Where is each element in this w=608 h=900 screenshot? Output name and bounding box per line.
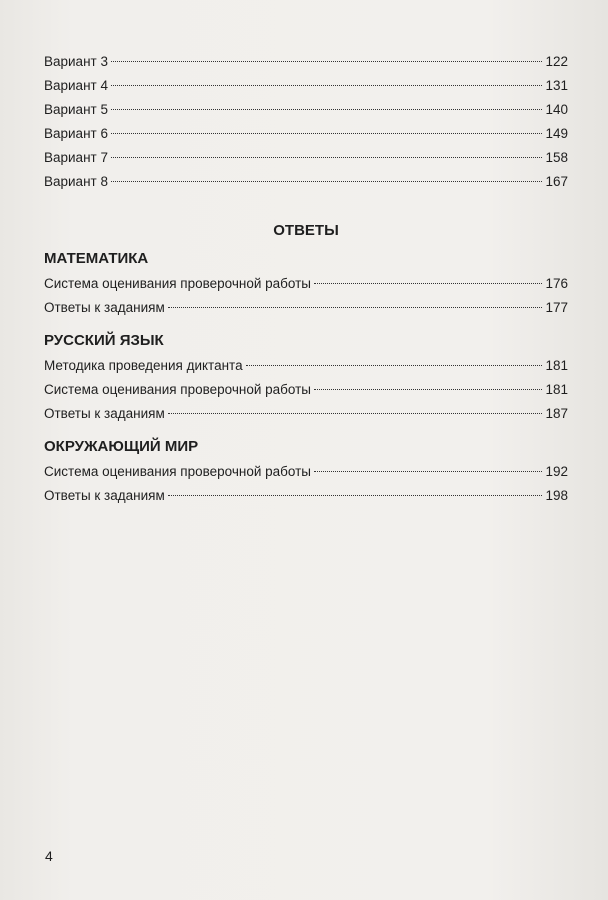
- toc-entry-math-grading: [44, 272, 568, 296]
- dot-leader: [111, 181, 543, 182]
- world-heading: ОКРУЖАЮЩИЙ МИР: [44, 438, 199, 455]
- toc-entry-page: 140: [545, 102, 568, 117]
- toc-entry-label: Система оценивания проверочной работы: [44, 464, 312, 479]
- table-of-contents: [44, 50, 568, 508]
- toc-entry-label: Ответы к заданиям: [44, 406, 165, 421]
- toc-entry-page: 149: [545, 126, 568, 141]
- dot-leader: [314, 389, 542, 390]
- toc-entry-page: 198: [545, 488, 568, 503]
- toc-entry-label: Вариант 5: [44, 102, 108, 117]
- toc-entry-russian-dictation: [44, 354, 568, 378]
- toc-entry-label: Система оценивания проверочной работы: [44, 276, 312, 291]
- toc-entry-page: 158: [545, 150, 568, 165]
- toc-entry-page: 187: [545, 406, 568, 421]
- answers-heading: ОТВЕТЫ: [273, 222, 339, 239]
- toc-entry-variant-6: [44, 122, 568, 146]
- toc-entry-world-grading: [44, 460, 568, 484]
- toc-entry-page: 192: [545, 464, 568, 479]
- toc-entry-variant-7: [44, 146, 568, 170]
- toc-entry-label: Вариант 4: [44, 78, 108, 93]
- toc-entry-label: Вариант 3: [44, 54, 108, 69]
- dot-leader: [111, 85, 543, 86]
- toc-entry-page: 181: [545, 382, 568, 397]
- dot-leader: [111, 157, 543, 158]
- dot-leader: [168, 413, 543, 414]
- dot-leader: [111, 61, 543, 62]
- toc-entry-label: Система оценивания проверочной работы: [44, 382, 312, 397]
- dot-leader: [314, 471, 542, 472]
- toc-entry-label: Ответы к заданиям: [44, 488, 165, 503]
- dot-leader: [111, 133, 543, 134]
- toc-entry-page: 177: [545, 300, 568, 315]
- russian-heading: РУССКИЙ ЯЗЫК: [44, 332, 164, 349]
- toc-entry-label: Вариант 8: [44, 174, 108, 189]
- toc-entry-page: 176: [545, 276, 568, 291]
- toc-entry-page: 167: [545, 174, 568, 189]
- dot-leader: [314, 283, 542, 284]
- toc-entry-variant-8: [44, 170, 568, 194]
- toc-entry-page: 122: [545, 54, 568, 69]
- toc-entry-label: Ответы к заданиям: [44, 300, 165, 315]
- toc-entry-variant-3: [44, 50, 568, 74]
- dot-leader: [246, 365, 543, 366]
- toc-entry-variant-5: [44, 98, 568, 122]
- math-heading: МАТЕМАТИКА: [44, 250, 149, 267]
- page-number: 4: [45, 848, 53, 864]
- toc-entry-page: 181: [545, 358, 568, 373]
- toc-entry-label: Методика проведения диктанта: [44, 358, 243, 373]
- toc-entry-math-answers: [44, 296, 568, 320]
- toc-entry-label: Вариант 6: [44, 126, 108, 141]
- toc-entry-russian-grading: [44, 378, 568, 402]
- dot-leader: [168, 307, 543, 308]
- toc-entry-world-answers: [44, 484, 568, 508]
- toc-entry-label: Вариант 7: [44, 150, 108, 165]
- toc-entry-russian-answers: [44, 402, 568, 426]
- toc-entry-variant-4: [44, 74, 568, 98]
- dot-leader: [168, 495, 543, 496]
- dot-leader: [111, 109, 543, 110]
- toc-entry-page: 131: [545, 78, 568, 93]
